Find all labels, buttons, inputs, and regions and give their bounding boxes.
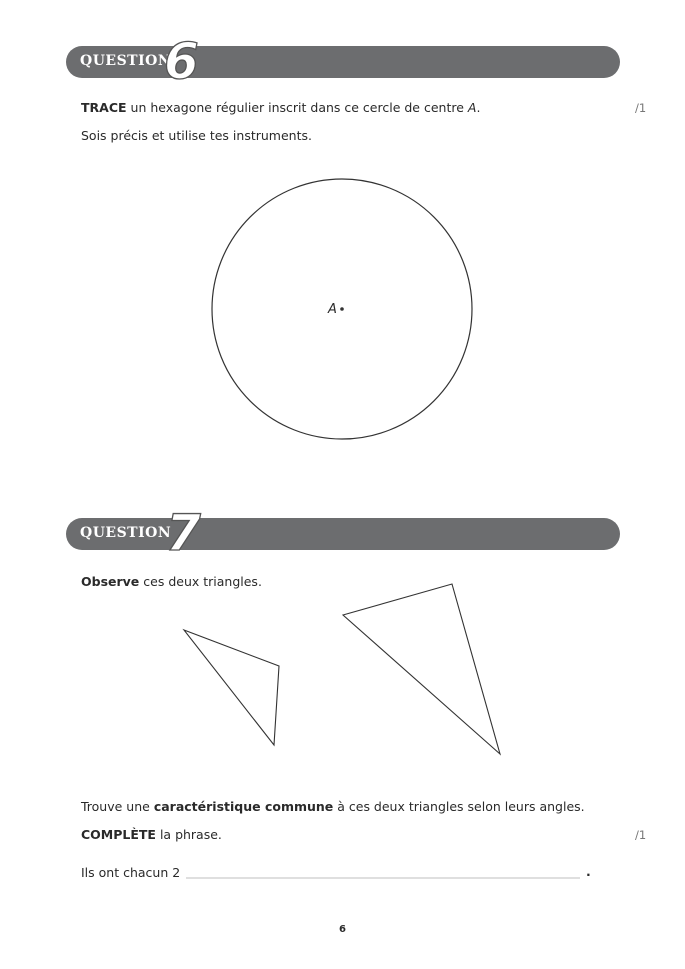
triangle-1: [184, 630, 279, 745]
question-number: 7: [166, 504, 201, 562]
center-label: A: [328, 302, 337, 317]
answer-prefix: Ils ont chacun 2: [81, 865, 181, 880]
q6-precision-note: Sois précis et utilise tes instruments.: [81, 128, 312, 143]
find-bold: caractéristique commune: [153, 799, 334, 814]
observe-verb: Observe: [81, 574, 140, 589]
page-number: 6: [339, 924, 346, 935]
q6-score: /1: [635, 101, 647, 115]
complete-verb: COMPLÈTE: [81, 827, 156, 842]
instruction-text: un hexagone régulier inscrit dans ce cercle de centre: [126, 100, 468, 115]
question-label: QUESTION: [80, 525, 172, 541]
instruction-verb: TRACE: [81, 100, 127, 115]
instruction-end: .: [476, 100, 481, 115]
find-pre: Trouve une: [81, 799, 154, 814]
q7-score: /1: [635, 828, 647, 842]
point-name: A: [467, 100, 477, 115]
triangle-2: [343, 584, 500, 754]
q7-observe: [81, 574, 262, 589]
center-point: [340, 307, 344, 311]
complete-text: la phrase.: [155, 827, 222, 842]
observe-text: ces deux triangles.: [139, 574, 262, 589]
find-post: à ces deux triangles selon leurs angles.: [333, 799, 585, 814]
q7-find: [81, 799, 585, 814]
q7-complete: [81, 827, 222, 842]
answer-period: .: [586, 864, 591, 879]
question-number: 6: [164, 32, 199, 90]
question-label: QUESTION: [80, 53, 172, 69]
question-7-header: [66, 518, 620, 550]
